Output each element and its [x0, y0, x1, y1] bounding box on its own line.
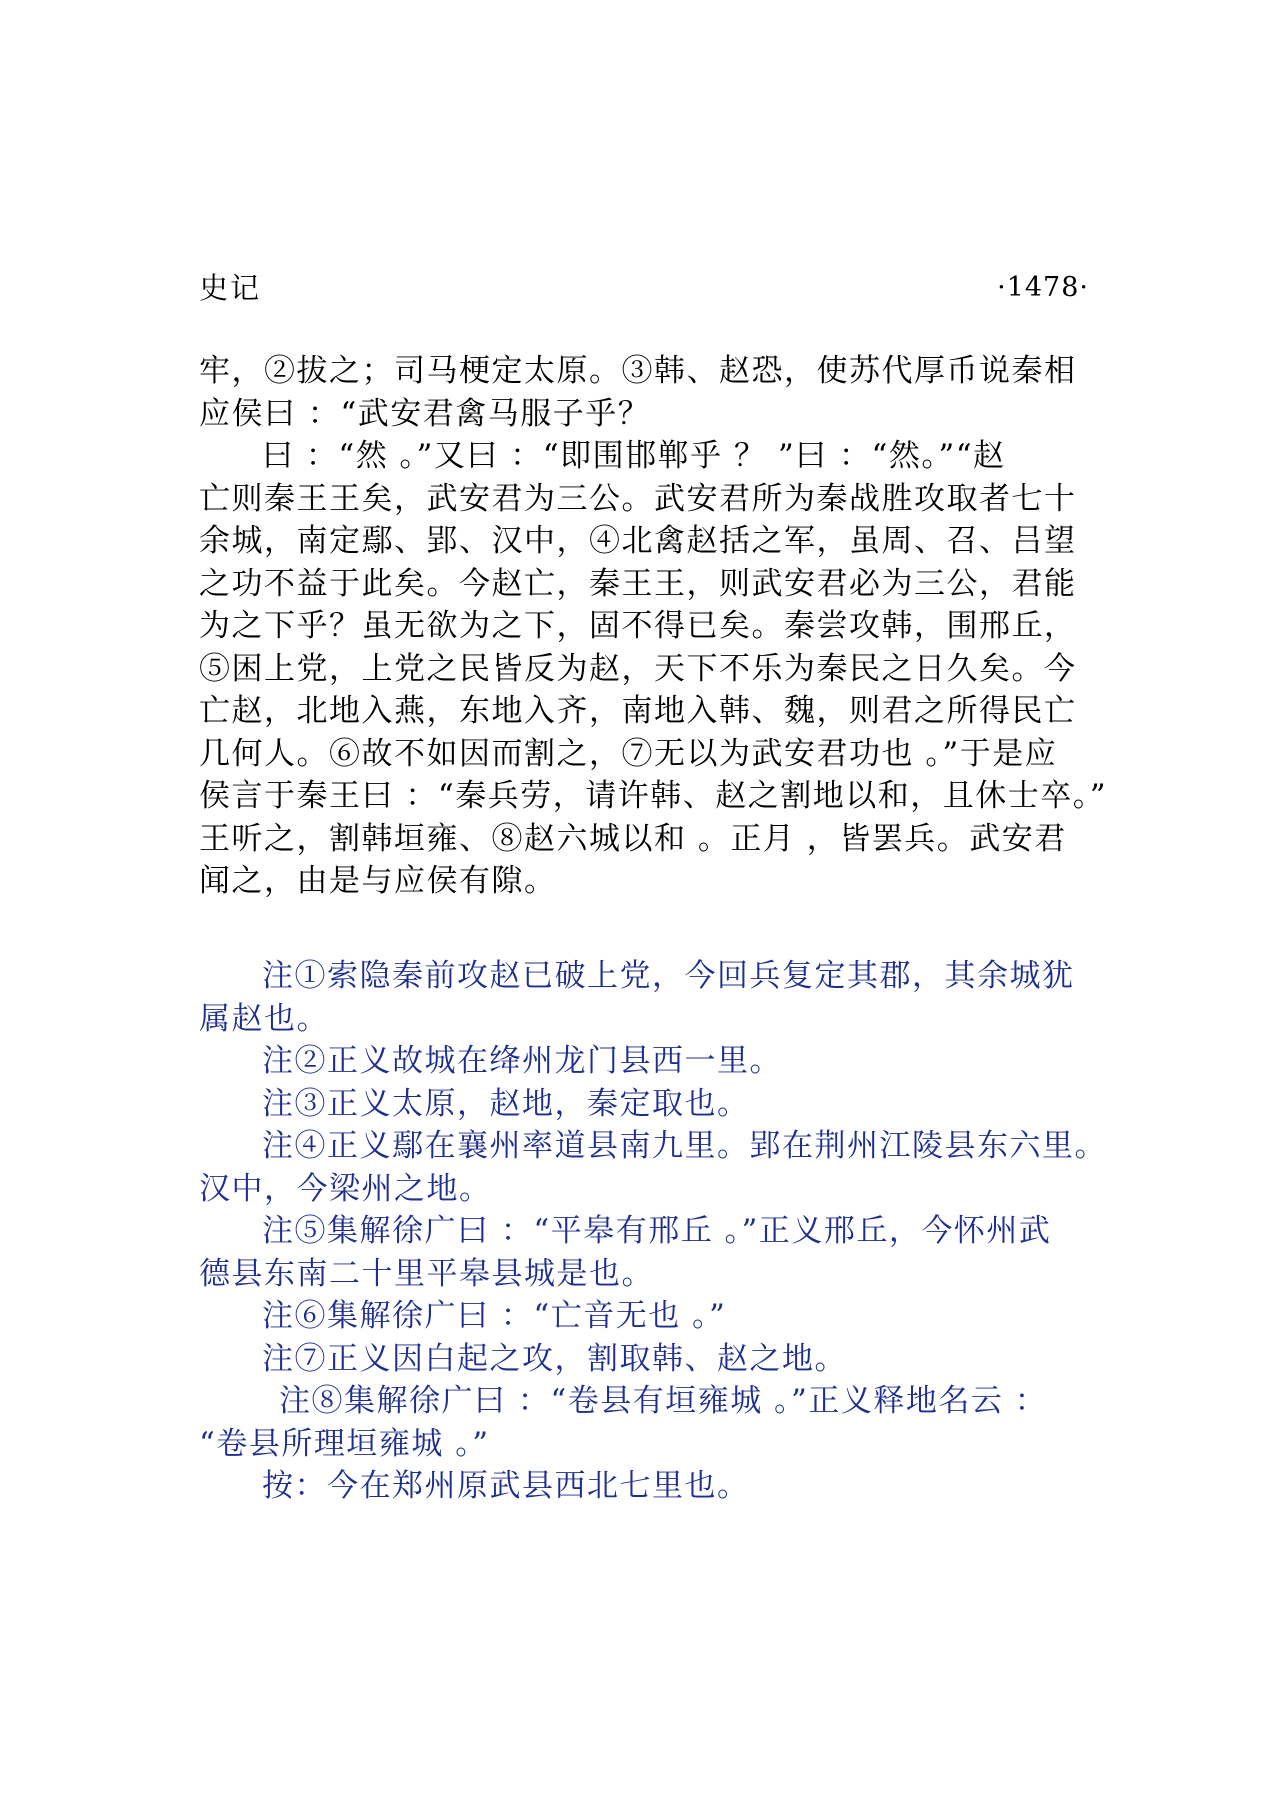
note-line: 注⑤集解徐广曰 ：“平皋有邢丘 。”正义邢丘，今怀州武 — [262, 1213, 1052, 1249]
text-line: 闻之，由是与应侯有隙。 — [199, 863, 557, 899]
note-line: 注⑦正义因白起之攻，割取韩、赵之地。 — [262, 1340, 847, 1377]
note-line: “卷县所理垣雍城 。” — [199, 1425, 490, 1462]
text-line: 王听之，割韩垣雍、⑧赵六城以和 。正月 ，皆罢兵。武安君 — [199, 820, 1067, 857]
text-line: ⑤困上党，上党之民皆反为赵，天下不乐为秦民之日久矣。今 — [199, 650, 1077, 687]
text-line: 为之下乎？虽无欲为之下，固不得已矣。秦尝攻韩，围邢丘， — [199, 608, 1077, 644]
text-line: 之功不益于此矣。今赵亡，秦王王，则武安君必为三公，君能 — [199, 565, 1077, 602]
notes-section — [199, 955, 1139, 1508]
main-text — [199, 350, 1139, 903]
note-line: 注⑥集解徐广曰 ：“亡音无也 。” — [262, 1298, 727, 1334]
note-line: 注③正义太原，赵地，秦定取也。 — [262, 1085, 750, 1122]
running-head — [199, 270, 1089, 310]
note-line: 属赵也。 — [199, 1000, 329, 1037]
text-line: 亡则秦王王矣，武安君为三公。武安君所为秦战胜攻取者七十 — [199, 480, 1077, 517]
text-line: 侯言于秦王曰 ：“秦兵劳，请许韩、赵之割地以和，且休士卒。” — [199, 778, 1108, 814]
note-line: 注②正义故城在绛州龙门县西一里。 — [262, 1043, 782, 1079]
text-line: 几何人。⑥故不如因而割之，⑦无以为武安君功也 。”于是应 — [199, 735, 1058, 772]
note-line: 汉中，今梁州之地。 — [199, 1170, 492, 1207]
note-line: 按：今在郑州原武县西北七里也。 — [262, 1468, 750, 1504]
page-number: ·1478· — [997, 272, 1089, 303]
text-line: 余城，南定鄢、郢、汉中，④北禽赵括之军，虽周、召、吕望 — [199, 523, 1077, 559]
note-line: 注⑧集解徐广曰 ：“卷县有垣雍城 。”正义释地名云 ： — [279, 1383, 1048, 1419]
text-line: 曰 ：“然 。”又曰 ：“即围邯郸乎 ？ ”曰 ：“然。”“赵 — [262, 438, 1006, 474]
note-line: 注①索隐秦前攻赵已破上党，今回兵复定其郡，其余城犹 — [262, 958, 1075, 994]
note-line: 德县东南二十里平皋县城是也。 — [199, 1255, 654, 1292]
text-line: 应侯曰 ：“武安君禽马服子乎？ — [199, 395, 651, 432]
note-line: 注④正义鄢在襄州率道县南九里。郢在荆州江陵县东六里。 — [262, 1128, 1107, 1164]
book-title: 史记 — [199, 271, 262, 305]
text-line: 牢，②拔之；司马梗定太原。③韩、赵恐，使苏代厚币说秦相 — [199, 353, 1077, 389]
text-line: 亡赵，北地入燕，东地入齐，南地入韩、魏，则君之所得民亡 — [199, 693, 1077, 729]
